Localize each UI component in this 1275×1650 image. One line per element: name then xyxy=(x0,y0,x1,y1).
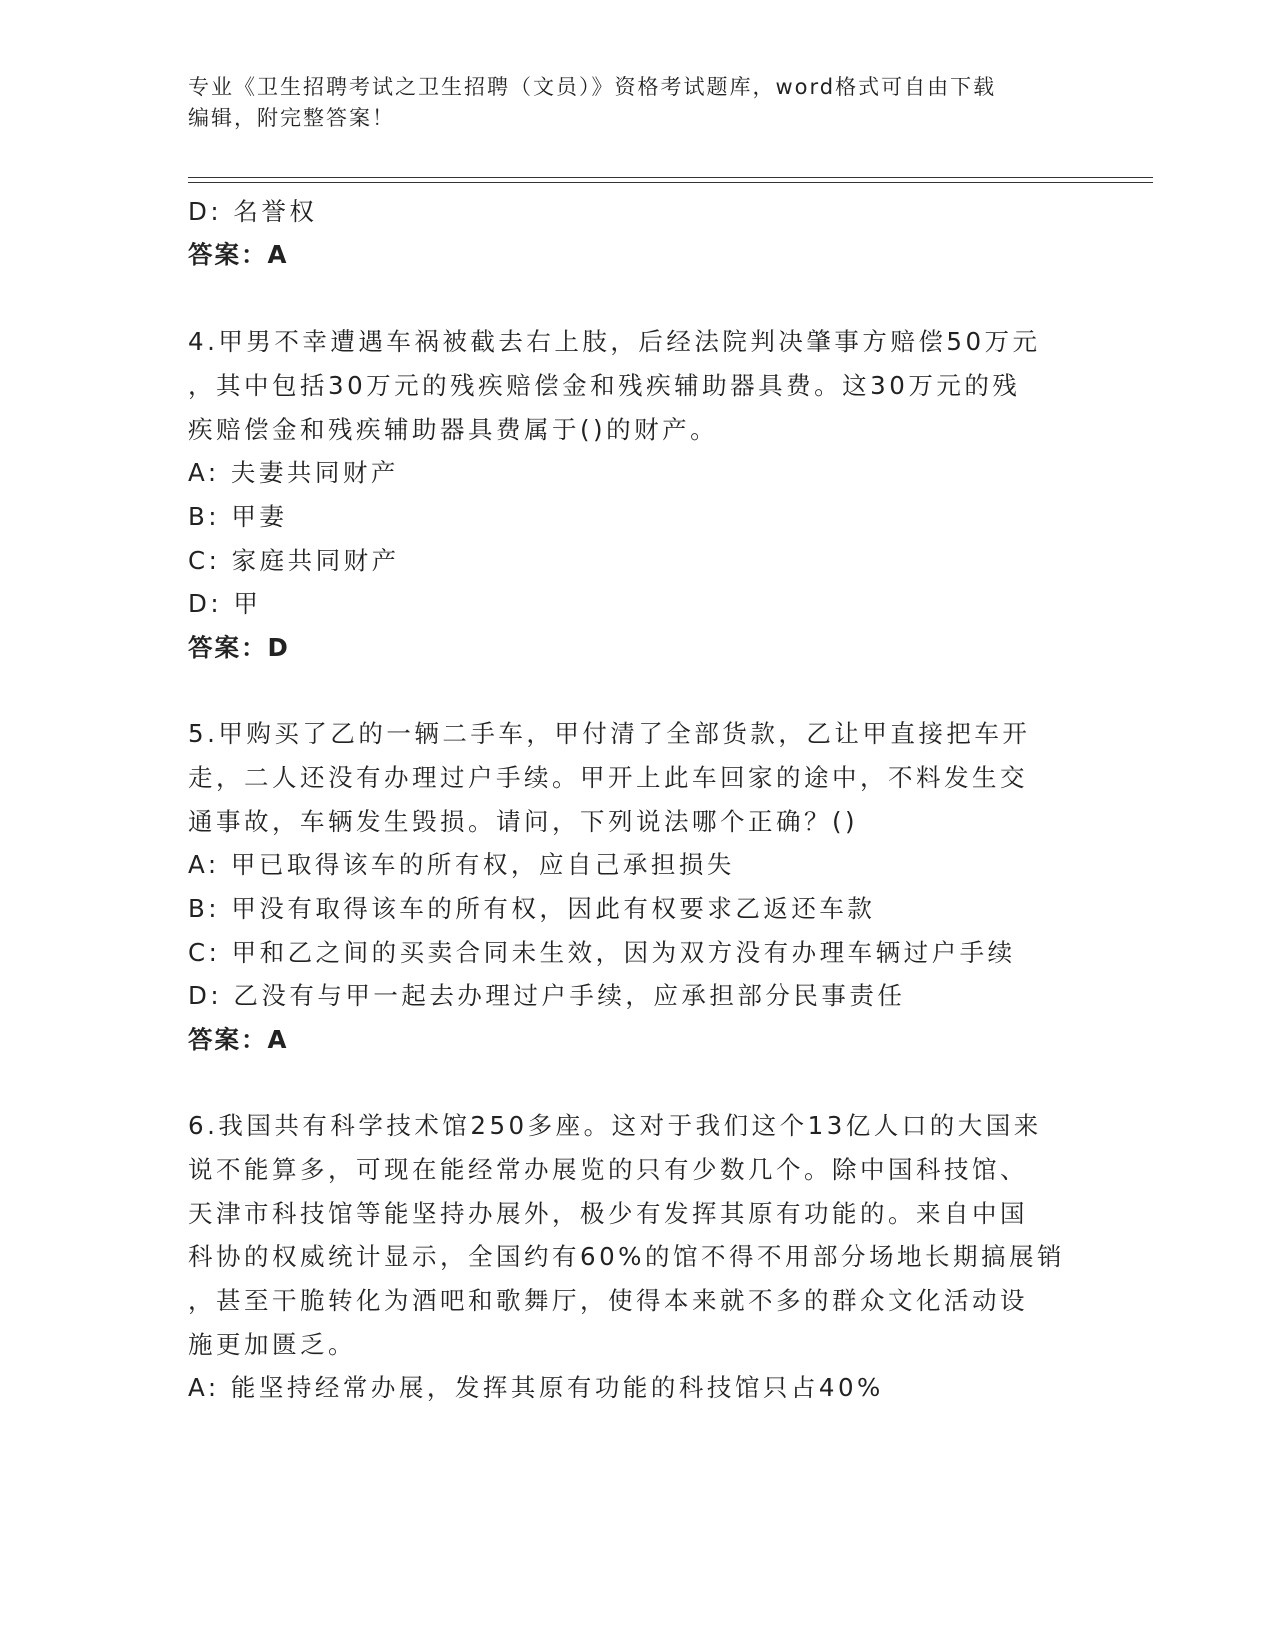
q3-answer: 答案：A xyxy=(188,240,289,269)
q4-option-b: B: 甲妻 xyxy=(188,502,288,531)
q5-text-line-3: 通事故，车辆发生毁损。请问，下列说法哪个正确？() xyxy=(188,807,859,836)
q6-text-line-2: 说不能算多，可现在能经常办展览的只有少数几个。除中国科技馆、 xyxy=(188,1155,1028,1184)
q5-option-b: B: 甲没有取得该车的所有权，因此有权要求乙返还车款 xyxy=(188,894,876,923)
q5-option-c: C: 甲和乙之间的买卖合同未生效，因为双方没有办理车辆过户手续 xyxy=(188,938,1016,967)
q5-text-line-1: 5.甲购买了乙的一辆二手车，甲付清了全部货款，乙让甲直接把车开 xyxy=(188,719,1031,748)
q5-option-d: D: 乙没有与甲一起去办理过户手续，应承担部分民事责任 xyxy=(188,981,906,1010)
q6-text-line-6: 施更加匮乏。 xyxy=(188,1330,356,1359)
header-line-2: 编辑，附完整答案！ xyxy=(188,106,395,130)
q6-text-line-5: ，甚至干脆转化为酒吧和歌舞厅，使得本来就不多的群众文化活动设 xyxy=(188,1286,1028,1315)
q5-option-a: A: 甲已取得该车的所有权，应自己承担损失 xyxy=(188,850,735,879)
q4-text-line-3: 疾赔偿金和残疾辅助器具费属于()的财产。 xyxy=(188,415,719,444)
q5-text-line-2: 走，二人还没有办理过户手续。甲开上此车回家的途中，不料发生交 xyxy=(188,763,1028,792)
q5-answer: 答案：A xyxy=(188,1025,289,1054)
q4-option-d: D: 甲 xyxy=(188,589,262,618)
q4-text-line-2: ，其中包括30万元的残疾赔偿金和残疾辅助器具费。这30万元的残 xyxy=(188,371,1021,400)
q3-option-d: D: 名誉权 xyxy=(188,197,318,226)
q6-text-line-1: 6.我国共有科学技术馆250多座。这对于我们这个13亿人口的大国来 xyxy=(188,1111,1042,1140)
q6-option-a: A: 能坚持经常办展，发挥其原有功能的科技馆只占40% xyxy=(188,1373,884,1402)
q4-answer: 答案：D xyxy=(188,633,290,662)
q4-option-c: C: 家庭共同财产 xyxy=(188,546,400,575)
q4-option-a: A: 夫妻共同财产 xyxy=(188,458,399,487)
q4-text-line-1: 4.甲男不幸遭遇车祸被截去右上肢，后经法院判决肇事方赔偿50万元 xyxy=(188,327,1041,356)
header-rule-top xyxy=(188,177,1153,178)
header-line-1: 专业《卫生招聘考试之卫生招聘（文员）》资格考试题库，word格式可自由下载 xyxy=(188,75,997,99)
header-rule-bottom xyxy=(188,182,1153,183)
q6-text-line-3: 天津市科技馆等能坚持办展外，极少有发挥其原有功能的。来自中国 xyxy=(188,1199,1028,1228)
q6-text-line-4: 科协的权威统计显示，全国约有60%的馆不得不用部分场地长期搞展销 xyxy=(188,1242,1065,1271)
document-header xyxy=(188,72,1088,134)
